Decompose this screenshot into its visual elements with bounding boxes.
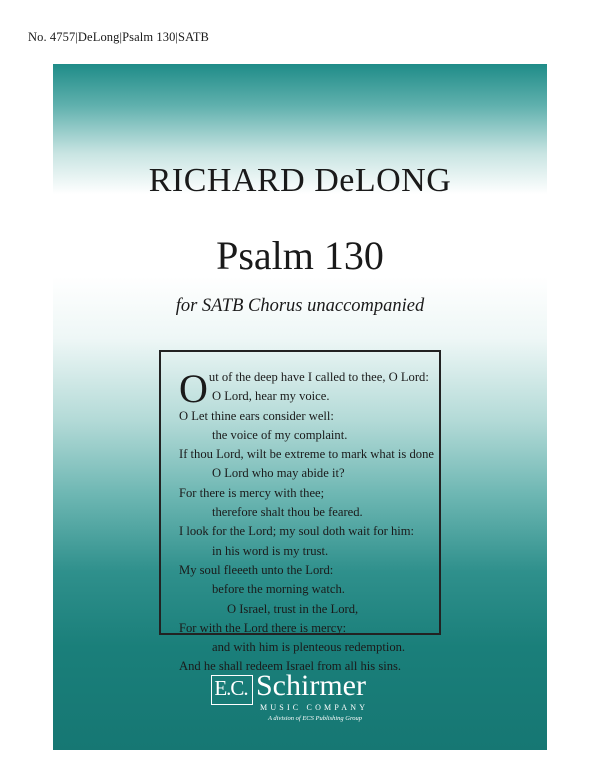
psalm-line: For there is mercy with thee; — [179, 485, 325, 500]
psalm-line: in his word is my trust. — [212, 543, 329, 558]
composer-name: RICHARD DeLONG — [148, 162, 452, 199]
publisher-name: Schirmer — [256, 669, 366, 702]
psalm-line: My soul fleeeth unto the Lord: — [179, 562, 334, 577]
psalm-line: O Israel, trust in the Lord, — [227, 601, 359, 616]
psalm-line: the voice of my complaint. — [212, 427, 348, 442]
psalm-text-box — [159, 350, 441, 674]
psalm-text — [179, 358, 434, 677]
publisher-subtitle: MUSIC COMPANY — [260, 703, 369, 712]
psalm-line: O Let thine ears consider well: — [179, 408, 334, 423]
psalm-line: Out of the deep have I called to thee, O Lord: — [179, 366, 429, 411]
psalm-line: and with him is plenteous redemption. — [212, 640, 406, 655]
psalm-line: And he shall redeem Israel from all his sins. — [179, 659, 402, 674]
psalm-line: If thou Lord, wilt be extreme to mark what is done — [179, 447, 434, 462]
psalm-line: before the morning watch. — [212, 582, 345, 597]
publisher-logo — [53, 667, 547, 727]
logo-mark: E.C. — [214, 676, 248, 700]
piece-title: Psalm 130 — [216, 233, 384, 278]
voicing-subtitle: for SATB Chorus unaccompanied — [175, 296, 425, 316]
psalm-line: For with the Lord there is mercy: — [179, 620, 347, 635]
psalm-line: therefore shalt thou be feared. — [212, 505, 363, 520]
psalm-line: O Lord who may abide it? — [212, 466, 345, 481]
catalog-number: No. 4757|DeLong|Psalm 130|SATB — [28, 30, 209, 44]
cover-panel — [53, 64, 547, 750]
publisher-division: A division of ECS Publishing Group — [267, 715, 363, 722]
psalm-line: I look for the Lord; my soul doth wait for him: — [179, 524, 415, 539]
drop-cap: O — [179, 366, 208, 411]
psalm-line: O Lord, hear my voice. — [212, 389, 330, 404]
